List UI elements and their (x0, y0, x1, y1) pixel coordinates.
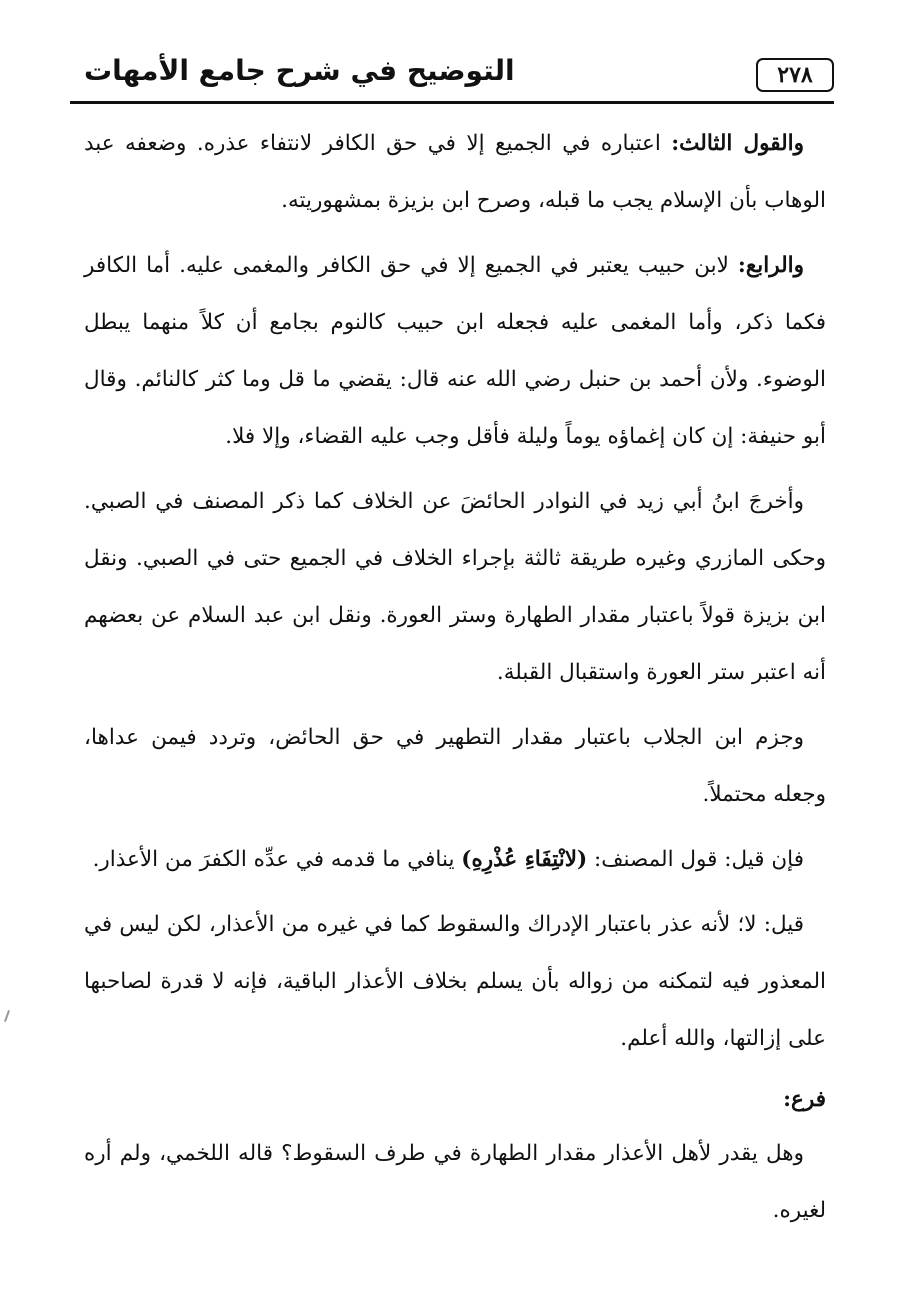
paragraph-section-text (84, 1125, 826, 1239)
section-heading: فرع: (783, 1087, 826, 1112)
paragraph-fourth-opinion (84, 237, 826, 465)
paragraph-text: لابن حبيب يعتبر في الجميع إلا في حق الكافر والمغمى عليه. أما الكافر فكما ذكر، وأما المغمى عليه فجعله ابن حبيب كالنوم بجامع أن كلاً منهما يبطل الوضوء. ولأن أحمد بن حنبل رضي الله عنه قال: يقضي ما قل وما كثر كالنائم. وقال أبو حنيفة: إن كان إغماؤه يوماً وليلة فأقل وجب عليه القضاء، وإلا فلا. (84, 253, 827, 449)
paragraph-nawadir (84, 473, 826, 701)
paragraph-lead: والقول الثالث: (671, 131, 804, 156)
question-after: ينافي ما قدمه في عدِّه الكفرَ من الأعذار. (92, 847, 462, 872)
paragraph-question (84, 831, 826, 888)
paragraph-text: وأخرجَ ابنُ أبي زيد في النوادر الحائضَ عن الخلاف كما ذكر المصنف في الصبي. وحكى المازري وغيره طريقة ثالثة بإجراء الخلاف في الجميع حتى في الصبي. ونقل ابن بزيزة قولاً باعتبار مقدار الطهارة وستر العورة. ونقل ابن عبد السلام عن بعضهم أنه اعتبر ستر العورة واستقبال القبلة. (84, 489, 826, 685)
paragraph-third-opinion (84, 115, 826, 229)
paragraph-answer (84, 896, 826, 1067)
paragraph-text: وجزم ابن الجلاب باعتبار مقدار التطهير في حق الحائض، وتردد فيمن عداها، وجعله محتملاً. (84, 725, 826, 807)
question-quote: (لانْتِفَاءِ عُذْرِهِ) (461, 847, 588, 872)
header-rule (70, 101, 834, 104)
paragraph-text: اعتباره في الجميع إلا في حق الكافر لانتفاء عذره. وضعفه عبد الوهاب بأن الإسلام يجب ما قبله، وصرح ابن بزيزة بمشهوريته. (84, 131, 826, 213)
page-body (84, 115, 826, 1247)
paragraph-lead: والرابع: (737, 253, 804, 278)
running-title: التوضيح في شرح جامع الأمهات (84, 54, 515, 87)
page-header (70, 48, 834, 104)
question-before: فإن قيل: قول المصنف: (587, 847, 804, 872)
margin-mark (4, 1010, 10, 1022)
page-number: ٢٧٨ (756, 58, 834, 92)
answer-text: قيل: لا؛ لأنه عذر باعتبار الإدراك والسقوط كما في غيره من الأعذار، لكن ليس في المعذور فيه لتمكنه من زواله بأن يسلم بخلاف الأعذار الباقية، فإنه لا قدرة لصاحبها على إزالتها، والله أعلم. (84, 912, 826, 1051)
section-text: وهل يقدر لأهل الأعذار مقدار الطهارة في طرف السقوط؟ قاله اللخمي، ولم أره لغيره. (84, 1141, 826, 1223)
paragraph-jallab (84, 709, 826, 823)
